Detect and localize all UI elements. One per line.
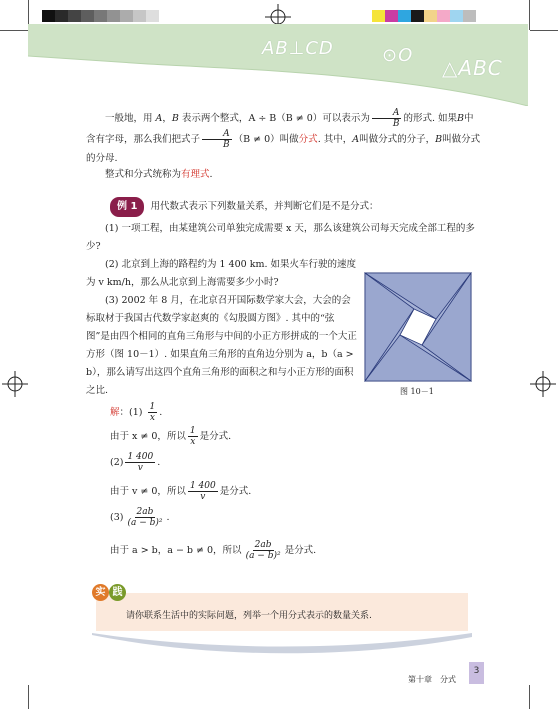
example-badge: 例 1 bbox=[110, 197, 144, 217]
practice-tag-char: 践 bbox=[109, 584, 126, 601]
solution-line-3: (3) $\frac{2ab}{\text{(a − b)²}}$ . bbox=[110, 507, 170, 528]
color-calibration-bar bbox=[372, 10, 476, 22]
calibration-swatch bbox=[55, 10, 68, 22]
crop-mark bbox=[530, 30, 558, 31]
calibration-swatch bbox=[463, 10, 476, 22]
calibration-swatch bbox=[120, 10, 133, 22]
header-math-symbol: △ABC bbox=[442, 56, 503, 80]
string-figure-diagram bbox=[364, 272, 472, 382]
term-rational-expression: 有理式 bbox=[181, 169, 210, 180]
intro-paragraph: 一般地，用 A，B 表示两个整式，A ÷ B（B ≠ 0）可以表示为 $\frac{A}{B}$ 的形式. 如果B中含有字母，那么我们把式子 $\frac{A}{B}$ （B ≠ 0）叫做分式. 其中，A叫做分式的分子，B叫做分式的分母. bbox=[86, 108, 481, 164]
calibration-swatch bbox=[133, 10, 146, 22]
practice-tag bbox=[92, 584, 126, 601]
example-question-2: (2) 北京到上海的路程约为 1 400 km. 如果火车行驶的速度为 v km/h，那么从北京到上海需要多少小时? bbox=[86, 259, 357, 288]
calibration-swatch bbox=[385, 10, 398, 22]
term-fraction: 分式 bbox=[298, 134, 318, 145]
example-heading: 例 1 用代数式表示下列数量关系，并判断它们是不是分式： bbox=[110, 197, 480, 217]
rational-expression-definition: 整式和分式统称为有理式. bbox=[105, 169, 213, 180]
solution-note-1: 由于 x ≠ 0，所以 $\frac{1}{x}$ 是分式. bbox=[110, 426, 232, 447]
calibration-swatch bbox=[372, 10, 385, 22]
fraction-a-over-b: $\frac{A}{B}$ bbox=[372, 108, 402, 129]
calibration-swatch bbox=[398, 10, 411, 22]
crop-mark bbox=[0, 30, 28, 31]
figure-caption: 图 10－1 bbox=[400, 387, 434, 396]
calibration-swatch bbox=[68, 10, 81, 22]
solution-label: 解 bbox=[110, 407, 120, 418]
calibration-swatch bbox=[42, 10, 55, 22]
calibration-swatch bbox=[424, 10, 437, 22]
decorative-swoosh bbox=[92, 633, 472, 661]
solution-note-3: 由于 a > b，a − b ≠ 0，所以 $\frac{2ab}{\text{(a − b)²}}$ 是分式. bbox=[110, 540, 317, 561]
calibration-swatch bbox=[81, 10, 94, 22]
calibration-swatch bbox=[411, 10, 424, 22]
gray-calibration-bar bbox=[42, 10, 159, 22]
solution-line-2: (2) $\frac{1 400}{v}$ . bbox=[110, 452, 161, 473]
solution-note-2: 由于 v ≠ 0，所以 $\frac{1 400}{v}$ 是分式. bbox=[110, 481, 252, 502]
header-math-symbol: ⊙O bbox=[382, 45, 414, 66]
calibration-swatch bbox=[450, 10, 463, 22]
registration-mark-icon bbox=[530, 371, 556, 397]
fraction-a-over-b: $\frac{A}{B}$ bbox=[202, 129, 232, 150]
chapter-footer: 第十章 分式 bbox=[408, 675, 456, 684]
page-number: 3 bbox=[469, 662, 484, 684]
calibration-swatch bbox=[146, 10, 159, 22]
practice-text: 请你联系生活中的实际问题，列举一个用分式表示的数量关系. bbox=[126, 611, 372, 621]
practice-tag-char: 实 bbox=[92, 584, 109, 601]
example-question-3: (3) 2002 年 8 月，在北京召开国际数学家大会，大会的会标取材于我国古代数学家赵爽的《勾股圆方图》. 其中的“弦图”是由四个相同的直角三角形与中间的小正方形拼成的一个大正方形（图 10－1）. 如果直角三角形的直角边分别为 a，b（a > b），那么请写出这四个直角三角形的面积之和与小正方形的面积之比. bbox=[86, 295, 357, 396]
registration-mark-icon bbox=[2, 371, 28, 397]
example-question-1: (1) 一项工程，由某建筑公司单独完成需要 x 天，那么该建筑公司每天完成全部工程的多少? bbox=[86, 223, 475, 252]
crop-mark bbox=[529, 685, 530, 709]
calibration-swatch bbox=[437, 10, 450, 22]
header-math-symbol: AB⊥CD bbox=[262, 38, 334, 59]
solution-line-1: 解：(1) $\frac{1}{x}$ . bbox=[110, 402, 163, 423]
crop-mark bbox=[529, 0, 530, 30]
crop-mark bbox=[28, 685, 29, 709]
calibration-swatch bbox=[107, 10, 120, 22]
calibration-swatch bbox=[94, 10, 107, 22]
